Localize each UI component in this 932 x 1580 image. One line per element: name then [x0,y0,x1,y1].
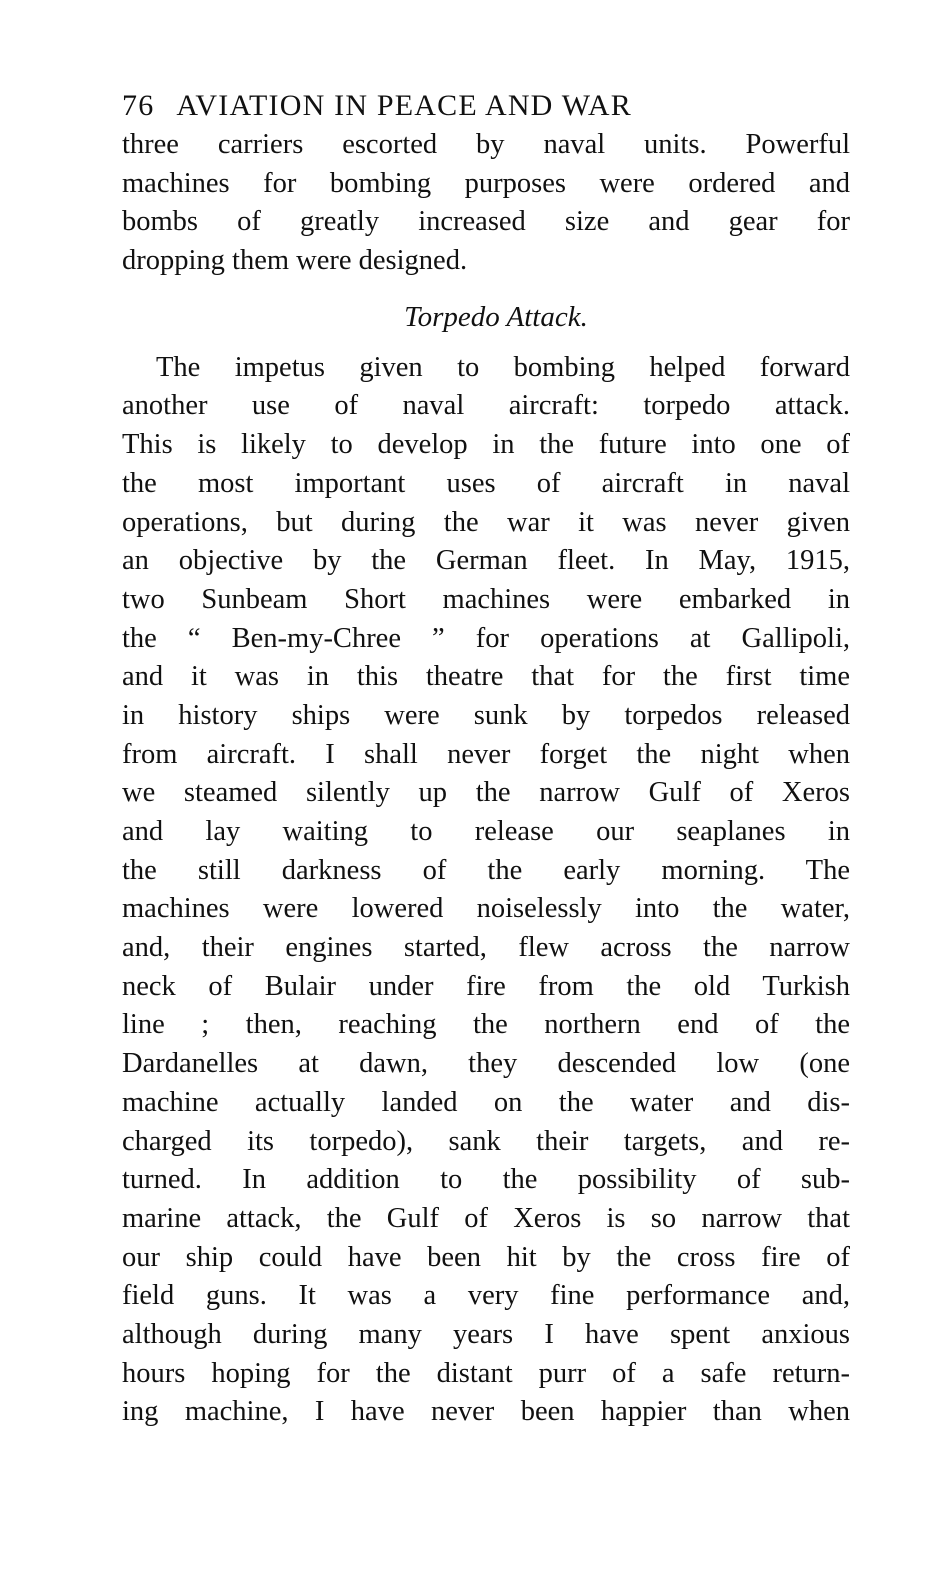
text-line: and it was in this theatre that for the first time [122,661,850,693]
section-heading: Torpedo Attack. [404,300,588,333]
text-line: the most important uses of aircraft in naval [122,467,850,499]
text-line: three carriers escorted by naval units. Powerful [122,129,850,160]
text-line: neck of Bulair under fire from the old Turkish [122,970,850,1002]
text-line: two Sunbeam Short machines were embarked in [122,583,850,615]
text-line: and lay waiting to release our seaplanes in [122,816,850,847]
text-line: the still darkness of the early morning. The [122,854,850,886]
text-line: machines were lowered noiselessly into the water, [122,893,850,925]
text-line: machine actually landed on the water and dis- [122,1086,850,1118]
text-line: although during many years I have spent anxious [122,1318,850,1350]
text-line: our ship could have been hit by the cross fire of [122,1241,850,1273]
text-line: from aircraft. I shall never forget the night when [122,738,850,770]
text-line: hours hoping for the distant purr of a safe return- [122,1357,850,1389]
text-line: bombs of greatly increased size and gear for [122,206,850,238]
text-line: in history ships were sunk by torpedos released [122,699,850,731]
text-line: machines for bombing purposes were ordered and [122,167,850,199]
running-title: AVIATION IN PEACE AND WAR [176,89,632,122]
text-line: marine attack, the Gulf of Xeros is so narrow that [122,1202,850,1234]
text-line: field guns. It was a very fine performance and, [122,1280,850,1312]
text-line: turned. In addition to the possibility of sub- [122,1164,850,1196]
page-number: 76 [122,89,155,122]
text-line: the “ Ben-my-Chree ” for operations at Gallipoli, [122,622,850,654]
running-head [122,86,850,126]
paragraph-torpedo-attack [122,349,850,1432]
text-line: we steamed silently up the narrow Gulf of Xeros [122,777,850,809]
text-line: line ; then, reaching the northern end of the [122,1009,850,1041]
text-line: Dardanelles at dawn, they descended low (one [122,1048,850,1080]
text-line: charged its torpedo), sank their targets, and re- [122,1125,850,1157]
text-line: This is likely to develop in the future into one of [122,429,850,461]
text-line: The impetus given to bombing helped forward [156,351,850,383]
text-line: another use of naval aircraft: torpedo attack. [122,390,850,422]
text-line: and, their engines started, flew across the narrow [122,932,850,964]
text-line: dropping them were designed. [122,245,468,277]
text-line: an objective by the German fleet. In May, 1915, [122,545,850,577]
paragraph-continued [122,126,850,281]
text-line: ing machine, I have never been happier than when [122,1396,850,1428]
text-line: operations, but during the war it was never given [122,506,850,538]
book-page [122,86,850,1432]
